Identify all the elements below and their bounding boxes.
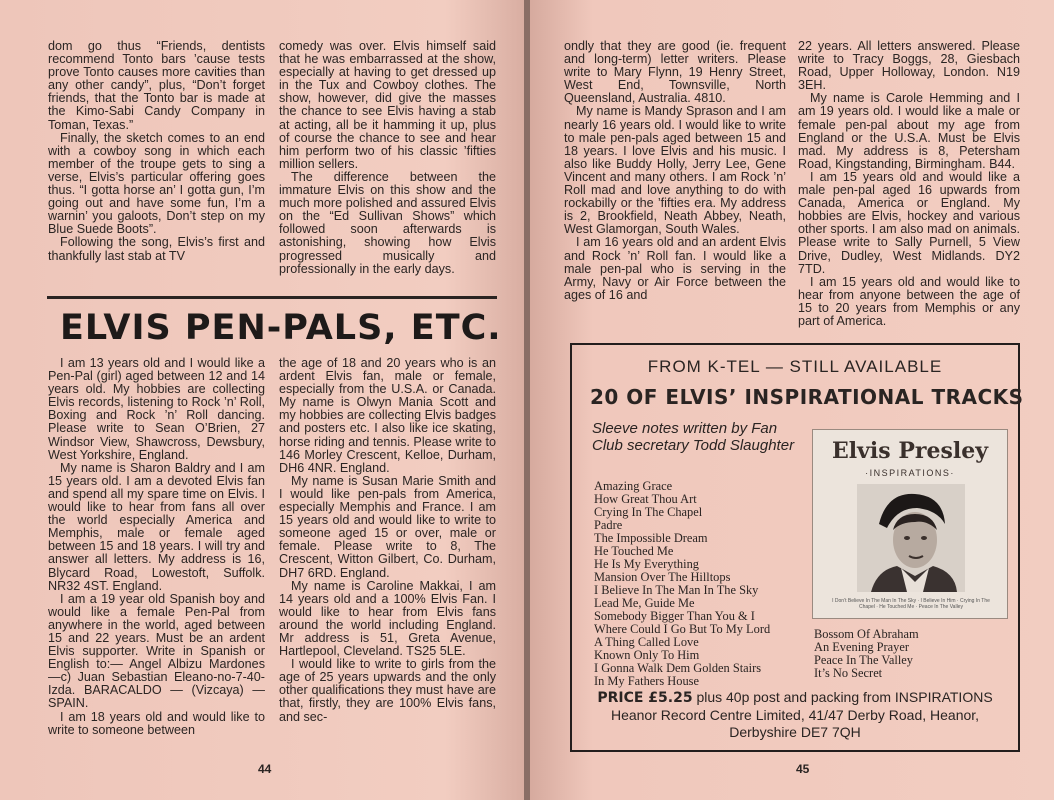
track-item: Padre <box>594 518 623 532</box>
track-item: An Evening Prayer <box>814 640 909 654</box>
track-list-2 <box>814 628 919 680</box>
ad-price-detail: plus 40p post and packing from INSPIRATIONS <box>692 689 993 705</box>
section-divider <box>47 296 497 299</box>
track-item: The Impossible Dream <box>594 531 708 545</box>
track-item: He Is My Everything <box>594 557 699 571</box>
track-item: A Thing Called Love <box>594 635 699 649</box>
paragraph: My name is Sharon Baldry and I am 15 years old. I am a devoted Elvis fan and spend all my spare time on Elvis. I would like to hear from fans all over the world especially America and Memphis, male or female aged between 15 and 18 years. I will try and answer all letters. My address is 16, Blycard Road, Lowestoft, Suffolk. NR32 4ST. England. <box>48 460 265 593</box>
paragraph: I am 15 years old and would like a male pen-pal aged 16 upwards from Canada, America or England. My hobbies are Elvis, hockey and various other sports. I am also mad on animals. Please write to Sally Purnell, 5 View Drive, Dudley, West Midlands. DY2 7TD. <box>798 169 1020 276</box>
ad-address-line-1: Heanor Record Centre Limited, 41/47 Derby Road, Heanor, <box>610 707 980 723</box>
track-item: Somebody Bigger Than You & I <box>594 609 755 623</box>
paragraph: the age of 18 and 20 years who is an ardent Elvis fan, male or female, especially from the U.S.A. or Canada. My name is Olwyn Mania Scott and my hobbies are collecting Elvis badges and posters etc. I also like ice skating, horse riding and tennis. Please write to 146 Morley Crescent, Kelloe, Durham, DH6 4NR. England. <box>279 356 497 475</box>
paragraph: comedy was over. Elvis himself said that he was embarrassed at the show, especially at having to get dressed up in the Tux and Cowboy clothes. The show, however, did give the masses the chance to see Elvis having a stab at acting, all be it hamming it up, plus of course the chance to see and hear him perform two of his classic ’fifties million sellers. <box>279 39 496 171</box>
paragraph: The difference between the immature Elvis on this show and the much more polished and assured Elvis on the “Ed Sullivan Shows” which followed soon afterwards is astonishing, showing how Elvis progressed musically and professionally in the early days. <box>279 169 496 276</box>
album-title: Elvis Presley <box>832 438 988 464</box>
paragraph: My name is Susan Marie Smith and I would like pen-pals from America, especially Memphis and France. I am 15 years old and would like to write to someone aged 15 or over, male or female. Please write to 8, The Crescent, Witton Gilbert, Co. Durham, DH7 6RD. England. <box>279 473 496 580</box>
paragraph: My name is Carole Hemming and I am 19 years old. I would like a male or female pen-pal about my age from England or the U.S.A. Must be Elvis mad. My address is 8, Petersham Road, Kingstanding, Birmingham. B44. <box>798 91 1020 171</box>
track-item: How Great Thou Art <box>594 492 697 506</box>
paragraph: I would like to write to girls from the age of 25 years upwards and the only other qualifications they must have are that, firstly, they are 100% Elvis fans, and sec- <box>279 657 496 724</box>
ad-title: 20 OF ELVIS’ INSPIRATIONAL TRACKS <box>590 385 1024 409</box>
section-headline: ELVIS PEN-PALS, ETC. <box>60 308 502 348</box>
paragraph: ondly that they are good (ie. frequent and long-term) letter writers. Please write to Mary Flynn, 19 Henry Street, West End, Townsville, North Queensland, Australia. 4810. <box>564 39 786 106</box>
track-item: It’s No Secret <box>814 666 883 680</box>
paragraph: 22 years. All letters answered. Please write to Tracy Boggs, 28, Giesbach Road, Upper Holloway, London. N19 3EH. <box>798 39 1020 93</box>
track-list-1 <box>594 480 770 688</box>
paragraph: I am 13 years old and I would like a Pen-Pal (girl) aged between 12 and 14 years old. My hobbies are collecting Elvis records, listening to Rock ’n’ Roll, Boxing and Rock ’n’ Roll dancing. Please write to Sean O’Brien, 27 Windsor View, Shawcross, Dewsbury, West Yorkshire, England. <box>48 356 265 462</box>
page-number: 44 <box>258 762 272 776</box>
track-item: Crying In The Chapel <box>594 505 703 519</box>
album-subtitle: ·INSPIRATIONS· <box>865 468 955 478</box>
track-item: Bossom Of Abraham <box>814 627 919 641</box>
track-item: Known Only To Him <box>594 648 700 662</box>
paragraph: Following the song, Elvis’s first and thankfully last stab at TV <box>48 235 265 263</box>
track-item: Where Could I Go But To My Lord <box>594 622 771 636</box>
penpal-column-3 <box>564 40 786 302</box>
track-item: In My Fathers House <box>594 674 699 688</box>
paragraph: I am 15 years old and would like to hear from anyone between the age of 15 to 20 years from Memphis or any part of America. <box>798 274 1020 328</box>
track-item: I Believe In The Man In The Sky <box>594 583 759 597</box>
paragraph: My name is Caroline Makkai, I am 14 years old and a 100% Elvis Fan. I would like to hear from Elvis fans around the world including England. Mr address is 51, Greta Avenue, Hartlepool, Cleveland. TS25 5LE. <box>279 578 496 659</box>
ad-address-line-2: Derbyshire DE7 7QH <box>729 724 861 740</box>
advertisement-box <box>570 343 1024 752</box>
track-item: Mansion Over The Hilltops <box>594 570 731 584</box>
article-column-1 <box>48 40 265 263</box>
album-caption: I Don’t Believe In The Man In The Sky · I Believe In Him · Crying In The Chapel · He Touched Me · Peace In The Valley <box>832 598 990 610</box>
ad-sleeve-notes: Sleeve notes written by Fan Club secretary Todd Slaughter <box>592 420 795 454</box>
album-cover <box>812 429 1008 619</box>
track-item: I Gonna Walk Dem Golden Stairs <box>594 661 762 675</box>
ad-top-line: FROM K-TEL — STILL AVAILABLE <box>647 357 943 376</box>
page-number: 45 <box>796 762 810 776</box>
article-column-2 <box>279 40 496 276</box>
ad-price: PRICE £5.25 <box>597 690 693 706</box>
left-page <box>0 0 524 800</box>
penpal-column-2 <box>279 357 496 724</box>
penpal-column-4 <box>798 40 1020 328</box>
penpal-column-1 <box>48 357 265 737</box>
track-item: Peace In The Valley <box>814 653 913 667</box>
paragraph: My name is Mandy Sprason and I am nearly 16 years old. I would like to write to male pen-pals aged between 15 and 18 years. I love Elvis and his music. I also like Buddy Holly, Jerry Lee, Gene Vincent and many others. I am Rock ’n’ Roll mad and love anything to do with rockabilly or the ’fifties era. My address is 2, Brookfield, Neath Abbey, Neath, West Glamorgan, South Wales. <box>564 104 786 237</box>
paragraph: dom go thus “Friends, dentists recommend Tonto bars ’cause tests prove Tonto causes more cavities than any other candy”, plus, “Don’t forget friends, that the Tonto bar is made at the Kimo-Sabi Candy Company in Toman, Texas.” <box>48 39 265 132</box>
right-page <box>530 0 1054 800</box>
track-item: Amazing Grace <box>594 479 673 493</box>
elvis-portrait-image <box>857 484 965 592</box>
track-item: Lead Me, Guide Me <box>594 596 695 610</box>
ad-price-block <box>572 689 1018 741</box>
paragraph: I am 16 years old and an ardent Elvis and Rock ’n’ Roll fan. I would like a male pen-pal who is serving in the Army, Navy or Air Force between the ages of 16 and <box>564 235 786 302</box>
paragraph: Finally, the sketch comes to an end with a cowboy song in which each member of the troupe gets to sing a verse, Elvis’s particular offering goes thus. “I gotta horse an’ I gotta gun, I’m going out and have some fun, I’m a warnin’ you galoots, Don’t step on my Blue Suede Boots”. <box>48 130 265 237</box>
paragraph: I am 18 years old and would like to write to someone between <box>48 709 265 737</box>
track-item: He Touched Me <box>594 544 674 558</box>
paragraph: I am a 19 year old Spanish boy and would like a female Pen-Pal from anywhere in the world, aged between 15 and 22 years. Must be an ardent Elvis supporter. Write in Spanish or English to:— Angel Albizu Mardones —c) Juan Sebastian Eleano-no-7-40-Izda. BARACALDO — (Vizcaya) — SPAIN. <box>48 591 265 711</box>
